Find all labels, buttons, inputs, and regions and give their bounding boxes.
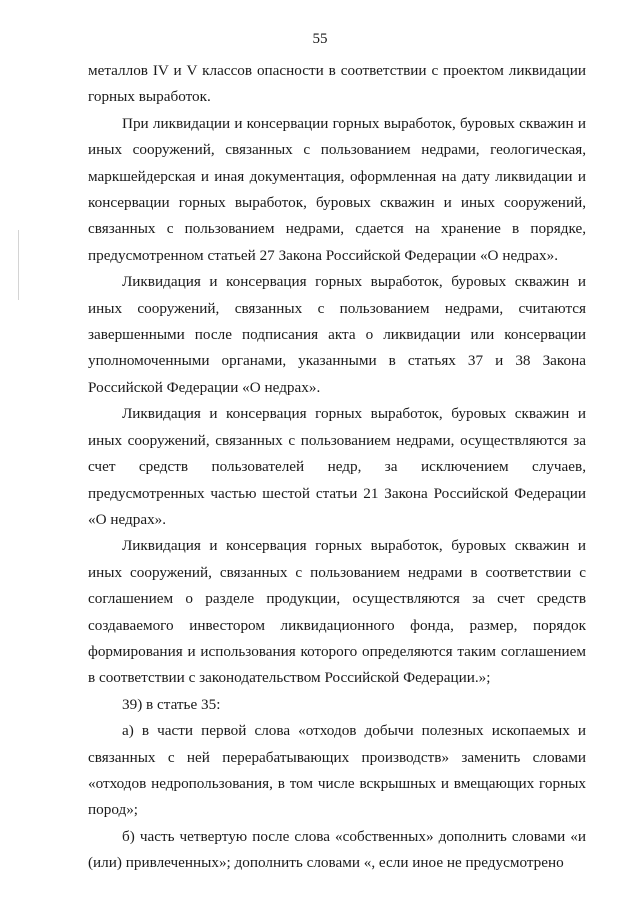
paragraph-item-a: а) в части первой слова «отходов добычи полезных ископаемых и связанных с ней перерабатывающих производств» заменить словами «отходов недропользования, в том числе вскрышных и вмещающих горных пород»; bbox=[88, 722, 586, 819]
paragraph-funding-subsoil-users: Ликвидация и консервация горных выработок, буровых скважин и иных сооружений, связанных с пользованием недрами, осуществляются за счет средств пользователей недр, за исключением случаев, предусмотренных частью шестой статьи 21 Закона Российской Федерации «О недрах». bbox=[88, 405, 586, 528]
paragraph-completion-act: Ликвидация и консервация горных выработок, буровых скважин и иных сооружений, связанных с пользованием недрами, считаются завершенными после подписания акта о ликвидации или консервации уполномоченными органами, указанными в статьях 37 и 38 Закона Российской Федерации «О недрах». bbox=[88, 273, 586, 396]
page-number: 55 bbox=[312, 31, 328, 47]
paragraph-documentation-storage: При ликвидации и консервации горных выработок, буровых скважин и иных сооружений, связанных с пользованием недрами, геологическая, маркшейдерская и иная документация, оформленная на дату ликвидации и консервации горных выработок, буровых скважин и иных сооружений, связанных с пользованием недрами, сдается на хранение в порядке, предусмотренном статьей 27 Закона Российской Федерации «О недрах». bbox=[88, 114, 586, 264]
scan-margin-mark bbox=[18, 230, 19, 300]
paragraph-item-b: б) часть четвертую после слова «собственных» дополнить словами «и (или) привлеченных»; дополнить словами «, если иное не предусмотрено bbox=[88, 827, 586, 872]
paragraph-production-sharing-fund: Ликвидация и консервация горных выработок, буровых скважин и иных сооружений, связанных с пользованием недрами в соответствии с соглашением о разделе продукции, осуществляются за счет средств создаваемого инвестором ликвидационного фонда, размер, порядок формирования и использования которого определяются таким соглашением в соответствии с законодательством Российской Федерации.»; bbox=[88, 537, 586, 687]
document-body bbox=[88, 58, 586, 877]
paragraph-continuation: металлов IV и V классов опасности в соответствии с проектом ликвидации горных выработок. bbox=[88, 62, 586, 106]
paragraph-article-35-heading: 39) в статье 35: bbox=[122, 695, 221, 713]
